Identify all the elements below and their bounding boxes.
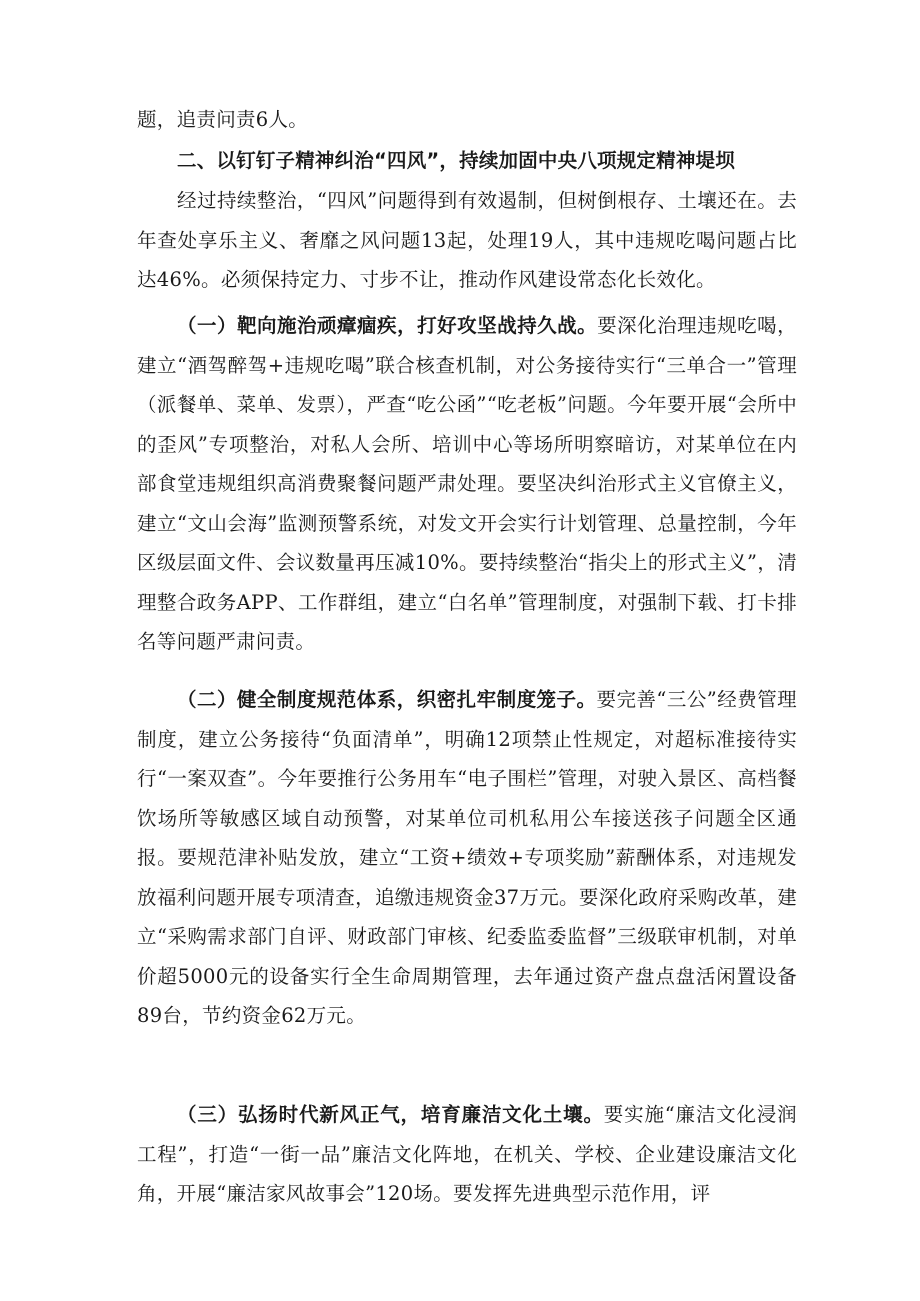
subsection-paragraph-2: [137, 680, 797, 1036]
subsection-lead-1: （一）靶向施治顽瘴痼疾，打好攻坚战持久战。: [177, 314, 598, 337]
subsection-lead-2: （二）健全制度规范体系，织密扎牢制度笼子。: [177, 688, 597, 711]
subsection-lead-3: （三）弘扬时代新风正气，培育廉洁文化土壤。: [177, 1103, 604, 1126]
intro-paragraph: 经过持续整治，“四风”问题得到有效遏制，但树倒根存、土壤还在。去年查处享乐主义、奢靡之风问题13起，处理19人，其中违规吃喝问题占比达46%。必须保持定力、寸步不让，推动作风建设常态化长效化。: [137, 189, 797, 291]
continuation-paragraph: 题，追责问责6人。: [137, 108, 309, 131]
subsection-paragraph-1: [137, 306, 797, 662]
subsection-paragraph-3: [137, 1095, 797, 1214]
subsection-body-3: 要实施“廉洁文化浸润工程”，打造“一街一品”廉洁文化阵地，在机关、学校、企业建设廉洁文化角，开展“廉洁家风故事会”120场。要发挥先进典型示范作用，评: [137, 1103, 797, 1205]
subsection-body-2: 要完善“三公”经费管理制度，建立公务接待“负面清单”，明确12项禁止性规定，对超标准接待实行“一案双查”。今年要推行公务用车“电子围栏”管理，对驶入景区、高档餐饮场所等敏感区域自动预警，对某单位司机私用公车接送孩子问题全区通报。要规范津补贴发放，建立“工资+绩效+专项奖励”薪酬体系，对违规发放福利问题开展专项清查，追缴违规资金37万元。要深化政府采购改革，建立“采购需求部门自评、财政部门审核、纪委监委监督”三级联审机制，对单价超5000元的设备实行全生命周期管理，去年通过资产盘点盘活闲置设备89台，节约资金62万元。: [137, 688, 797, 1027]
subsection-body-1: 要深化治理违规吃喝，建立“酒驾醉驾+违规吃喝”联合核查机制，对公务接待实行“三单合一”管理（派餐单、菜单、发票），严查“吃公函”“吃老板”问题。今年要开展“会所中的歪风”专项整治，对私人会所、培训中心等场所明察暗访，对某单位在内部食堂违规组织高消费聚餐问题严肃处理。要坚决纠治形式主义官僚主义，建立“文山会海”监测预警系统，对发文开会实行计划管理、总量控制，今年区级层面文件、会议数量再压减10%。要持续整治“指尖上的形式主义”，清理整合政务APP、工作群组，建立“白名单”管理制度，对强制下载、打卡排名等问题严肃问责。: [137, 314, 797, 653]
section-heading: 二、以钉钉子精神纠治“四风”，持续加固中央八项规定精神堤坝: [177, 149, 735, 172]
